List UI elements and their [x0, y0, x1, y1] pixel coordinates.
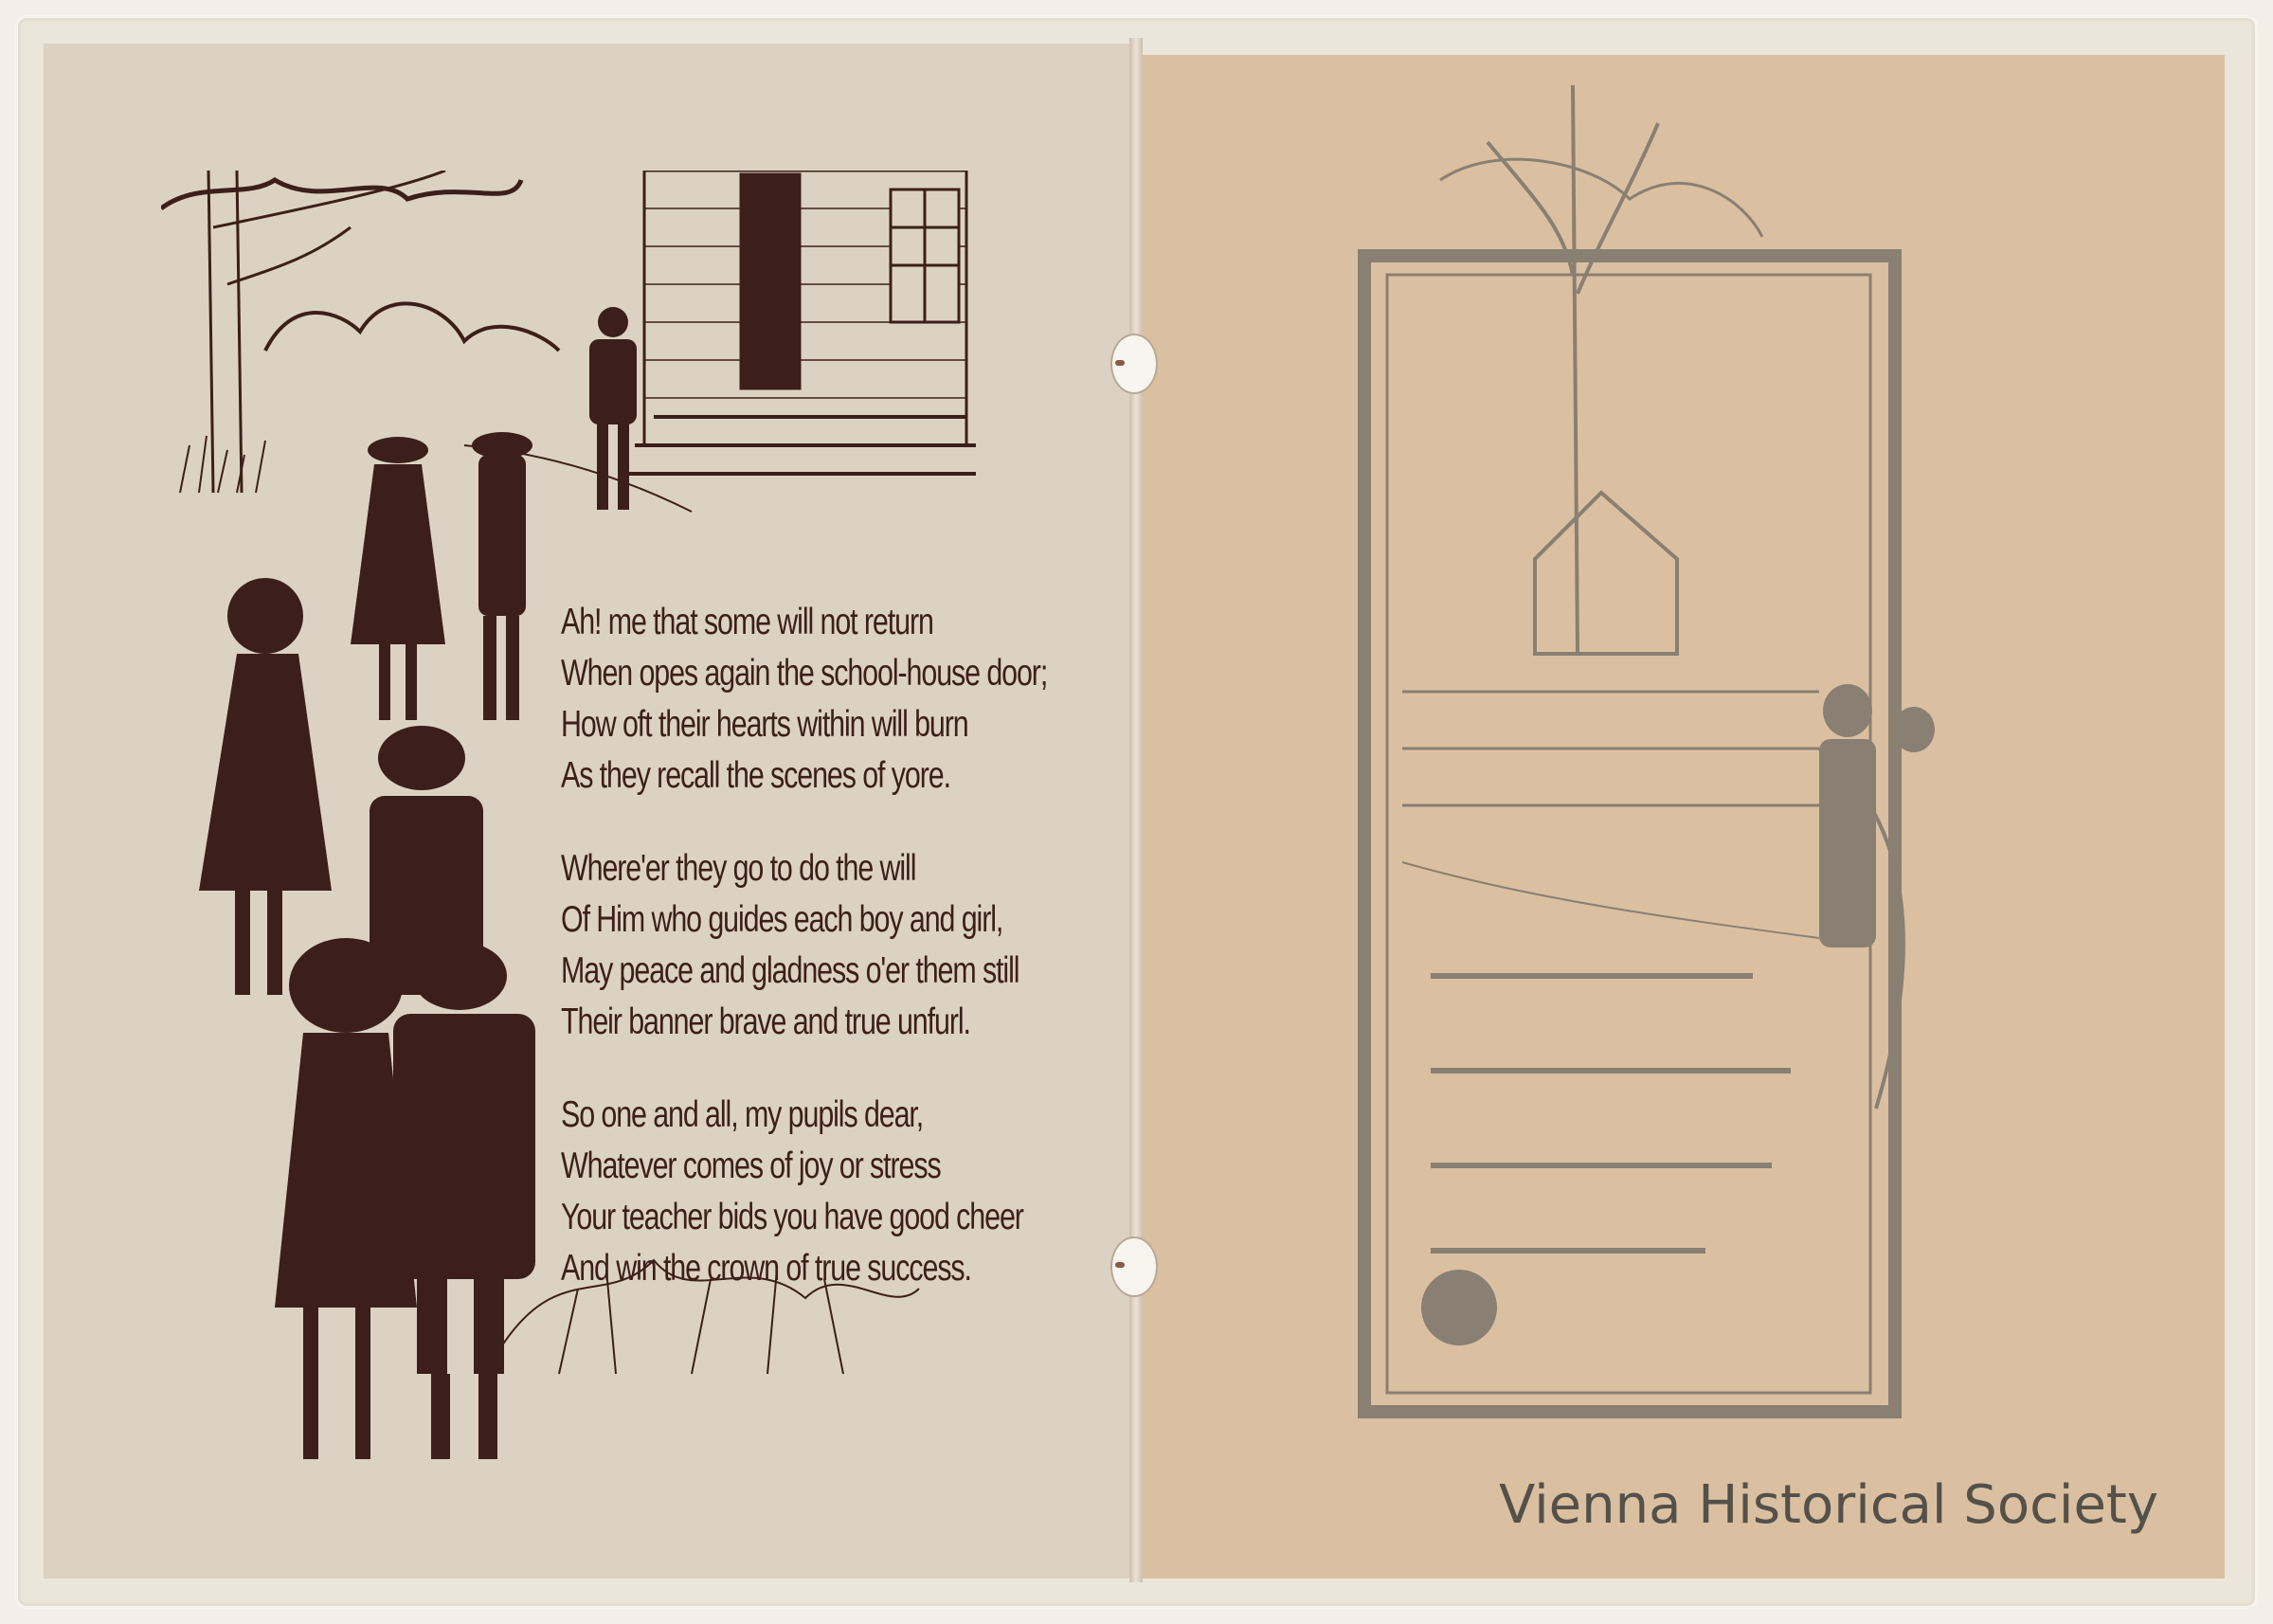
poem-line: How oft their hearts within will burn [561, 704, 968, 745]
poem-line: May peace and gladness o'er them still [561, 950, 1019, 991]
poem-stanza-2 [561, 843, 1019, 1048]
binding-gutter [1129, 38, 1143, 1582]
poem-line: Your teacher bids you have good cheer [561, 1197, 1023, 1237]
poem-line: Whatever comes of joy or stress [561, 1146, 941, 1186]
poem [561, 597, 1048, 1336]
poem-line: Where'er they go to do the will [561, 848, 916, 889]
poem-line: Of Him who guides each boy and girl, [561, 899, 1003, 940]
poem-line: Their banner brave and true unfurl. [561, 1001, 970, 1042]
binding-string-bottom [1115, 1262, 1125, 1268]
poem-stanza-3 [561, 1090, 1023, 1294]
poem-line: Ah! me that some will not return [561, 602, 933, 642]
poem-line: When opes again the school-house door; [561, 653, 1048, 694]
poem-line: And win the crown of true success. [561, 1248, 971, 1289]
watermark: Vienna Historical Society [1499, 1474, 2159, 1536]
binding-string-top [1115, 360, 1125, 366]
schoolhouse-vignette-icon [1345, 85, 1990, 1459]
poem-line: So one and all, my pupils dear, [561, 1094, 924, 1135]
poem-stanza-1 [561, 597, 1048, 802]
poem-line: As they recall the scenes of yore. [561, 755, 950, 796]
